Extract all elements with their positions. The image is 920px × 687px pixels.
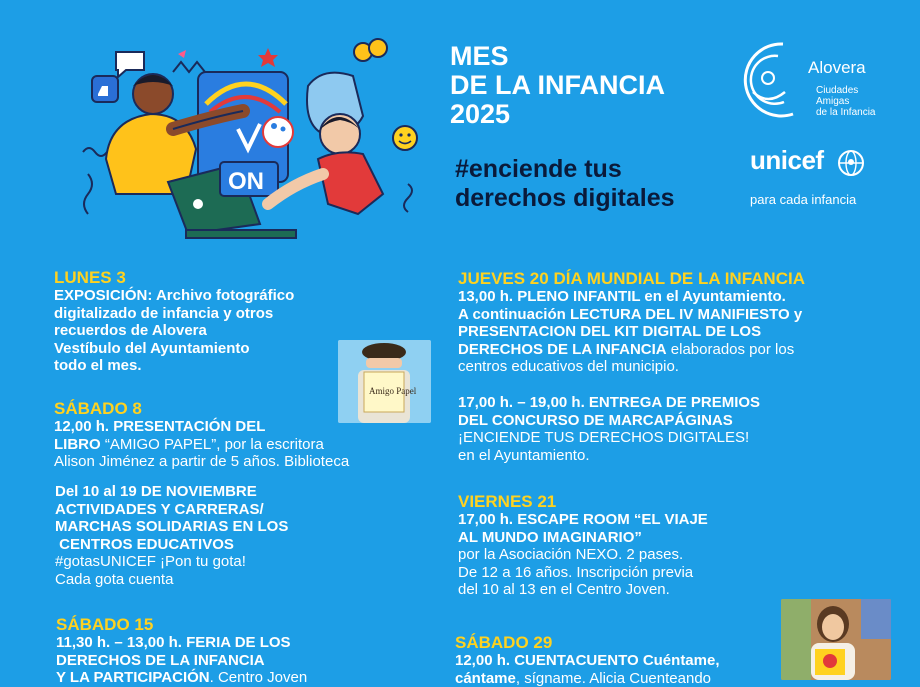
event-line-bold: cántame: [455, 669, 516, 687]
event-lunes3-details: [54, 287, 294, 375]
event-line: en el Ayuntamiento.: [458, 446, 590, 464]
unicef-wordmark: unicef: [750, 145, 824, 175]
event-line: 13,00 h. PLENO INFANTIL en el Ayuntamiento.: [458, 288, 786, 305]
event-line-bold: DERECHOS DE LA INFANCIA: [458, 340, 667, 358]
event-line: Alison Jiménez a partir de 5 años. Biblioteca: [54, 453, 350, 470]
event-day-heading: SÁBADO 8: [54, 399, 142, 418]
unicef-tagline: para cada infancia: [750, 192, 857, 207]
event-line-bold: Y LA PARTICIPACIÓN: [56, 669, 210, 686]
on-sign-label: ON: [228, 168, 264, 195]
event-line: De 12 a 16 años. Inscripción previa: [458, 563, 694, 581]
event-day-heading: SÁBADO 15: [56, 615, 154, 634]
event-line: 11,30 h. – 13,00 h. FERIA DE LOS: [56, 634, 291, 651]
alovera-logo-icon: [728, 34, 808, 124]
event-day-heading: JUEVES 20 DÍA MUNDIAL DE LA INFANCIA: [458, 269, 805, 288]
event-line: A continuación LECTURA DEL IV MANIFIESTO y: [458, 305, 803, 323]
event-line: 17,00 h. ESCAPE ROOM “EL VIAJE: [458, 511, 708, 528]
speech-bubble-icon: [116, 52, 144, 77]
event-sabado29-details: [455, 652, 720, 687]
event-line: por la Asociación NEXO. 2 pases.: [458, 546, 684, 563]
girl-body: [318, 152, 383, 214]
event-day-heading: VIERNES 21: [458, 492, 557, 511]
event-line: DERECHOS DE LA INFANCIA: [56, 651, 265, 669]
event-line: todo el mes.: [54, 357, 142, 374]
alovera-name: Alovera: [808, 58, 866, 77]
event-line: 12,00 h. CUENTACUENTO Cuéntame,: [455, 652, 720, 669]
unicef-globe-icon: [836, 148, 866, 178]
title-line: MES: [450, 41, 509, 71]
event-line-rest: elaborados por los: [666, 340, 795, 358]
page-title: [450, 42, 665, 129]
hero-illustration: [78, 34, 428, 244]
title-line: 2025: [450, 99, 511, 129]
storyteller-photo: [781, 599, 891, 680]
alovera-subtitle: [816, 85, 876, 118]
book-cover-image: [338, 340, 431, 423]
event-sabado8-details: [54, 418, 349, 471]
event-line: PRESENTACION DEL KIT DIGITAL DE LOS: [458, 323, 762, 340]
alovera-subtitle-line: Ciudades: [816, 85, 859, 96]
event-line: centros educativos del municipio.: [458, 358, 679, 375]
smiley-icon: [393, 126, 417, 150]
star-icon: [258, 48, 278, 67]
event-line: digitalizado de infancia y otros: [54, 304, 274, 322]
event-line-rest: “AMIGO PAPEL”, por la escritora: [100, 435, 324, 453]
event-line: ACTIVIDADES Y CARRERAS/: [55, 500, 264, 518]
event-line: CENTROS EDUCATIVOS: [55, 535, 234, 553]
event-viernes21-details: [458, 511, 708, 599]
event-line: Cada gota cuenta: [55, 570, 174, 588]
event-sabado15-details: [56, 634, 307, 687]
event-line-rest: , sígname. Alicia Cuenteando: [515, 669, 711, 687]
hashtag-line: derechos digitales: [455, 184, 675, 212]
event-line-rest: . Centro Joven: [209, 669, 308, 686]
event-day-heading: SÁBADO 29: [455, 633, 553, 652]
book-cover-title: Amigo Papel: [369, 386, 417, 396]
event-line: Vestíbulo del Ayuntamiento: [54, 339, 250, 357]
alovera-subtitle-line: de la Infancia: [816, 107, 876, 118]
child-adult-icon: [263, 117, 293, 147]
event-line: 17,00 h. – 19,00 h. ENTREGA DE PREMIOS: [458, 394, 761, 411]
event-line: recuerdos de Alovera: [54, 322, 207, 339]
event-premios-details: [458, 394, 760, 464]
event-jueves20-details: [458, 288, 802, 376]
event-line: 12,00 h. PRESENTACIÓN DEL: [54, 418, 266, 435]
event-line: del 10 al 13 en el Centro Joven.: [458, 581, 670, 598]
title-line: DE LA INFANCIA: [450, 70, 665, 100]
event-line: MARCHAS SOLIDARIAS EN LOS: [55, 518, 289, 535]
event-line: AL MUNDO IMAGINARIO”: [458, 528, 642, 546]
event-line: EXPOSICIÓN: Archivo fotográfico: [54, 287, 295, 304]
event-line: #gotasUNICEF ¡Pon tu gota!: [55, 553, 246, 570]
event-line: Del 10 al 19 DE NOVIEMBRE: [55, 483, 257, 500]
event-line-bold: LIBRO: [54, 435, 101, 453]
hashtag-line: #enciende tus: [455, 155, 622, 183]
alovera-subtitle-line: Amigas: [816, 96, 850, 107]
campaign-hashtag: [455, 155, 675, 213]
event-noviembre-details: [55, 483, 288, 588]
event-line: ¡ENCIENDE TUS DERECHOS DIGITALES!: [458, 429, 750, 446]
event-line: DEL CONCURSO DE MARCAPÁGINAS: [458, 411, 733, 429]
event-day-heading: LUNES 3: [54, 268, 126, 287]
